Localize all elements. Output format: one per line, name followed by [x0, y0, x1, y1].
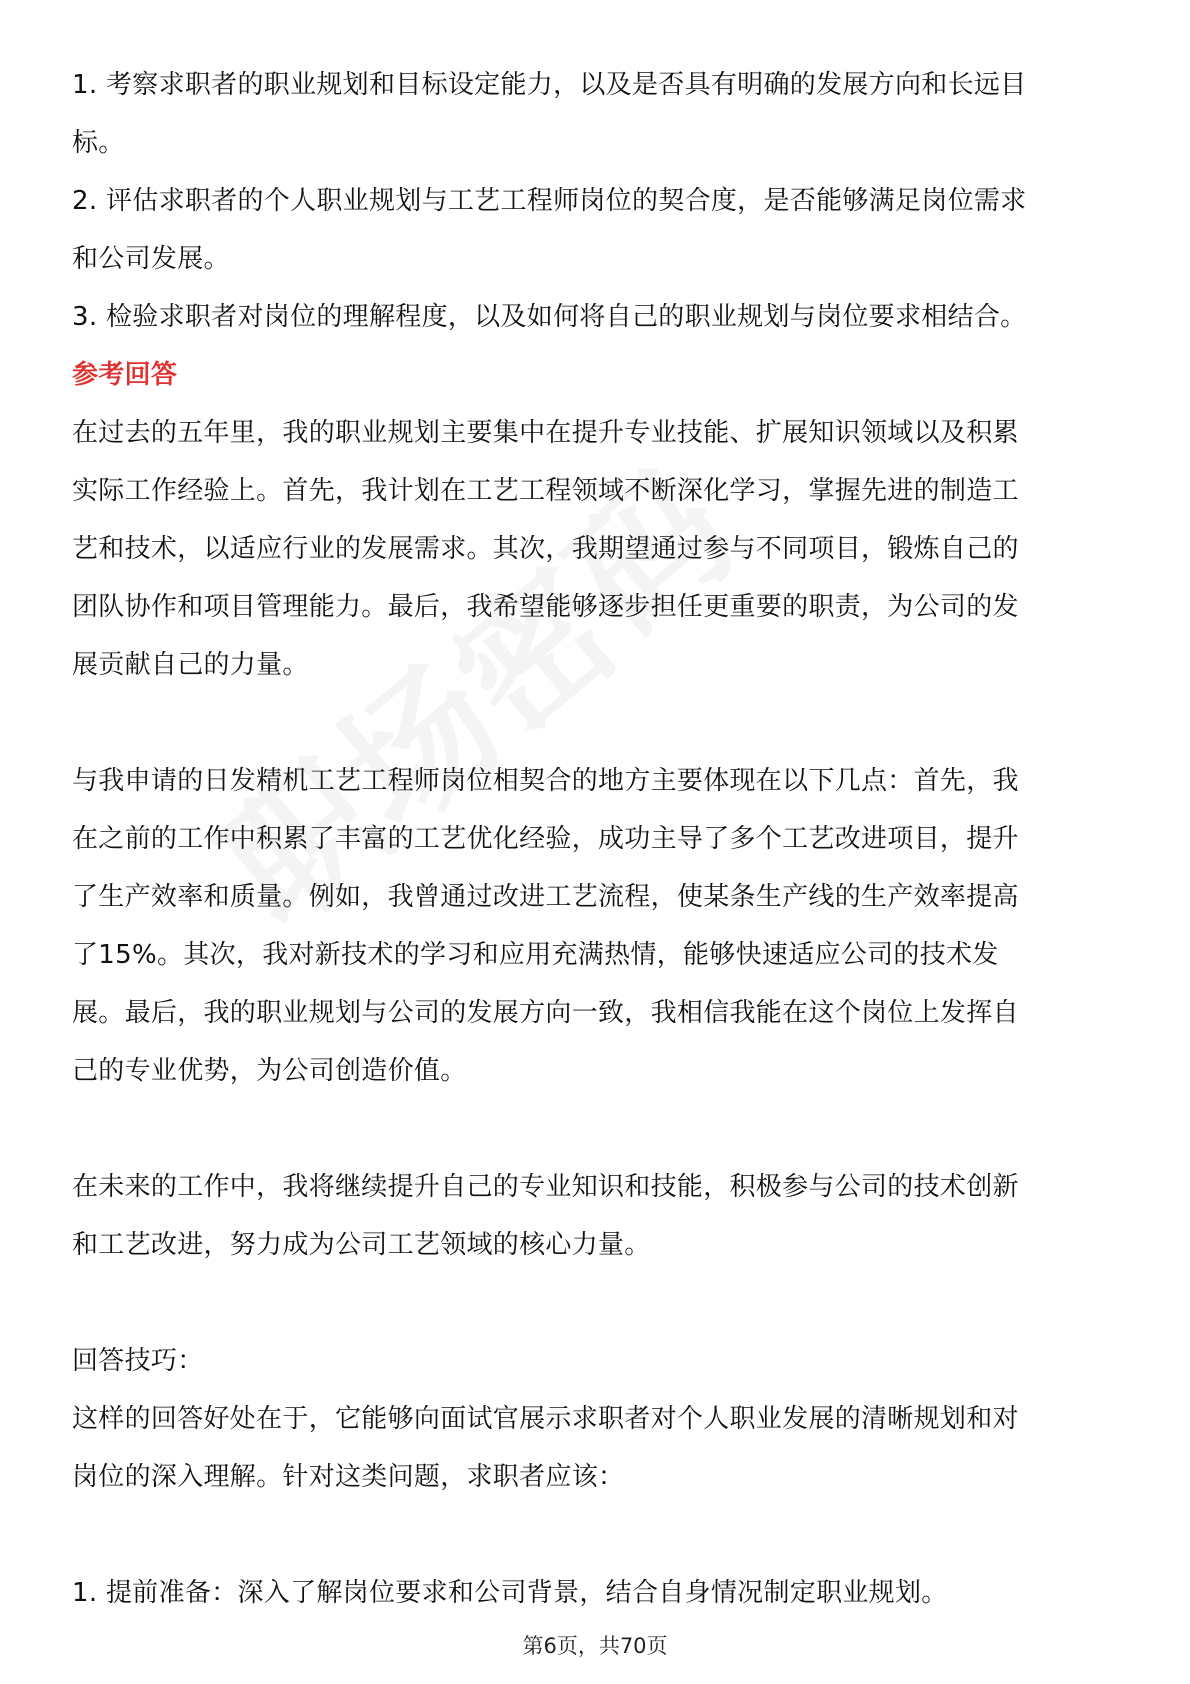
paragraph-line: 了15%。其次，我对新技术的学习和应用充满热情，能够快速适应公司的技术发: [72, 940, 999, 970]
paragraph-gap: [72, 694, 1118, 752]
paragraph-line: 在过去的五年里，我的职业规划主要集中在提升专业技能、扩展知识领域以及积累: [72, 418, 1019, 448]
paragraph-line: 在之前的工作中积累了丰富的工艺优化经验，成功主导了多个工艺改进项目，提升: [72, 824, 1019, 854]
intent-line: 1. 考察求职者的职业规划和目标设定能力，以及是否具有明确的发展方向和长远目: [72, 70, 1027, 100]
paragraph-line: 实际工作经验上。首先，我计划在工艺工程领域不断深化学习，掌握先进的制造工: [72, 476, 1019, 506]
reference-answer-heading: 参考回答: [72, 360, 178, 390]
paragraph-line: 与我申请的日发精机工艺工程师岗位相契合的地方主要体现在以下几点：首先，我: [72, 766, 1019, 796]
page-number: 第6页，共70页: [522, 1634, 668, 1658]
answer-tips-heading: 回答技巧：: [72, 1346, 204, 1376]
paragraph-line: 展。最后，我的职业规划与公司的发展方向一致，我相信我能在这个岗位上发挥自: [72, 998, 1019, 1028]
tips-list: [72, 1564, 1118, 1622]
intent-line: 2. 评估求职者的个人职业规划与工艺工程师岗位的契合度，是否能够满足岗位需求: [72, 186, 1027, 216]
tips-list-item: 1. 提前准备：深入了解岗位要求和公司背景，结合自身情况制定职业规划。: [72, 1578, 948, 1608]
paragraph-line: 在未来的工作中，我将继续提升自己的专业知识和技能，积极参与公司的技术创新: [72, 1172, 1019, 1202]
paragraph-line: 己的专业优势，为公司创造价值。: [72, 1056, 467, 1086]
tips-paragraph: [72, 1390, 1118, 1506]
intent-line: 标。: [72, 128, 125, 158]
answer-paragraph-3: [72, 1158, 1118, 1274]
paragraph-line: 和工艺改进，努力成为公司工艺领域的核心力量。: [72, 1230, 651, 1260]
paragraph-line: 展贡献自己的力量。: [72, 650, 309, 680]
intent-line: 和公司发展。: [72, 244, 230, 274]
paragraph-line: 岗位的深入理解。针对这类问题，求职者应该：: [72, 1462, 625, 1492]
paragraph-gap: [72, 1100, 1118, 1158]
answer-paragraph-2: [72, 752, 1118, 1100]
paragraph-line: 艺和技术，以适应行业的发展需求。其次，我期望通过参与不同项目，锻炼自己的: [72, 534, 1019, 564]
answer-paragraph-1: [72, 404, 1118, 694]
paragraph-gap: [72, 1274, 1118, 1332]
paragraph-line: 这样的回答好处在于，它能够向面试官展示求职者对个人职业发展的清晰规划和对: [72, 1404, 1019, 1434]
intent-line: 3. 检验求职者对岗位的理解程度，以及如何将自己的职业规划与岗位要求相结合。: [72, 302, 1027, 332]
paragraph-gap: [72, 1506, 1118, 1564]
paragraph-line: 团队协作和项目管理能力。最后，我希望能够逐步担任更重要的职责，为公司的发: [72, 592, 1019, 622]
document-body: [72, 56, 1118, 1622]
paragraph-line: 了生产效率和质量。例如，我曾通过改进工艺流程，使某条生产线的生产效率提高: [72, 882, 1019, 912]
intent-list: [72, 56, 1118, 346]
